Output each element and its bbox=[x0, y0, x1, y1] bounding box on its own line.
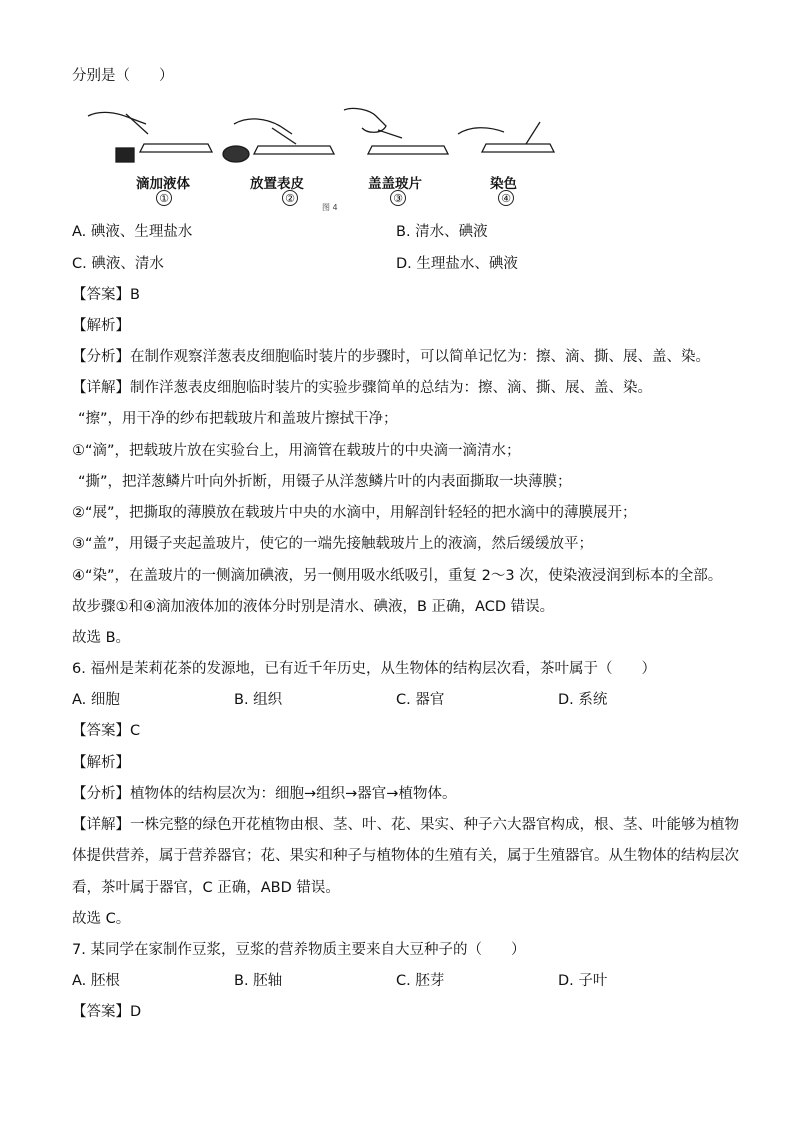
q6-analysis-line: 【详解】一株完整的绿色开花植物由根、茎、叶、花、果实、种子六大器官构成，根、茎、叶能够为植物 bbox=[72, 817, 739, 833]
step-3-label: 盖盖玻片 bbox=[368, 176, 422, 192]
q7-answer: 【答案】D bbox=[72, 1004, 142, 1020]
q5-analysis-line: 故选 B。 bbox=[72, 630, 131, 646]
q6-option-c: C. 器官 bbox=[396, 692, 445, 708]
slide-4-icon bbox=[482, 144, 554, 152]
q7-option-a: A. 胚根 bbox=[72, 973, 120, 989]
q5-experiment-figure bbox=[86, 104, 556, 210]
q7-stem: 7. 某同学在家制作豆浆，豆浆的营养物质主要来自大豆种子的（ ） bbox=[72, 942, 526, 958]
q5-analysis-line: ②“展”，把撕取的薄膜放在载玻片中央的水滴中，用解剖针轻轻的把水滴中的薄膜展开； bbox=[72, 505, 637, 521]
q5-analysis-line: 故步骤①和④滴加液体加的液体分时别是清水、碘液，B 正确，ACD 错误。 bbox=[72, 599, 555, 615]
figure-mark: 图 4 bbox=[322, 203, 338, 212]
q6-analysis-line: 故选 C。 bbox=[72, 911, 131, 927]
beaker-icon bbox=[116, 148, 134, 162]
q5-analysis-line: “擦”，用干净的纱布把载玻片和盖玻片擦拭干净； bbox=[78, 411, 398, 427]
q5-stem-tail: 分别是（ ） bbox=[72, 68, 174, 84]
q5-option-d: D. 生理盐水、碘液 bbox=[396, 256, 518, 272]
q6-option-d: D. 系统 bbox=[558, 692, 608, 708]
q6-analysis-line: 【分析】植物体的结构层次为：细胞→组织→器官→植物体。 bbox=[72, 786, 457, 802]
pipette-icon bbox=[526, 122, 540, 144]
step-4-number: ④ bbox=[498, 190, 514, 206]
q7-option-c: C. 胚芽 bbox=[396, 973, 445, 989]
q6-option-b: B. 组织 bbox=[234, 692, 283, 708]
q6-answer: 【答案】C bbox=[72, 723, 141, 739]
q6-analysis-line: 看，茶叶属于器官，C 正确，ABD 错误。 bbox=[72, 880, 340, 896]
q5-option-b: B. 清水、碘液 bbox=[396, 224, 488, 240]
q6-analysis-line: 体提供营养，属于营养器官；花、果实和种子与植物体的生殖有关，属于生殖器官。从生物体的结构层次 bbox=[72, 848, 739, 864]
q5-analysis-line: 【分析】在制作观察洋葱表皮细胞临时装片的步骤时，可以简单记忆为：擦、滴、撕、展、盖、染。 bbox=[72, 349, 710, 365]
hand-3-icon bbox=[344, 108, 386, 132]
slide-1-icon bbox=[140, 144, 212, 152]
step-4-label: 染色 bbox=[490, 176, 517, 192]
slide-2-icon bbox=[254, 146, 334, 154]
q6-option-a: A. 细胞 bbox=[72, 692, 120, 708]
onion-icon bbox=[223, 146, 249, 162]
step-1-number: ① bbox=[156, 190, 172, 206]
q5-answer: 【答案】B bbox=[72, 287, 140, 303]
q5-analysis-title: 【解析】 bbox=[72, 318, 130, 334]
step-1-label: 滴加液体 bbox=[136, 176, 190, 192]
slide-steps-illustration bbox=[86, 104, 556, 170]
q6-analysis-title: 【解析】 bbox=[72, 755, 130, 771]
hand-2-icon bbox=[234, 119, 292, 134]
step-2-number: ② bbox=[282, 190, 298, 206]
q5-analysis-line: 【详解】制作洋葱表皮细胞临时装片的实验步骤简单的总结为：擦、滴、撕、展、盖、染。 bbox=[72, 380, 652, 396]
q7-option-d: D. 子叶 bbox=[558, 973, 608, 989]
q5-option-c: C. 碘液、清水 bbox=[72, 256, 164, 272]
step-3-number: ③ bbox=[390, 190, 406, 206]
q5-analysis-line: “撕”，把洋葱鳞片叶向外折断，用镊子从洋葱鳞片叶的内表面撕取一块薄膜； bbox=[78, 474, 572, 490]
slide-3-icon bbox=[368, 146, 448, 154]
hand-1-icon bbox=[88, 112, 146, 124]
hand-4-icon bbox=[458, 128, 504, 134]
q5-analysis-line: ①“滴”，把载玻片放在实验台上，用滴管在载玻片的中央滴一滴清水； bbox=[72, 443, 521, 459]
q6-stem: 6. 福州是茉莉花茶的发源地，已有近千年历史，从生物体的结构层次看，茶叶属于（ ） bbox=[72, 661, 656, 677]
q7-option-b: B. 胚轴 bbox=[234, 973, 283, 989]
q5-analysis-line: ③“盖”，用镊子夹起盖玻片，使它的一端先接触载玻片上的液滴，然后缓缓放平； bbox=[72, 536, 594, 552]
q5-analysis-line: ④“染”，在盖玻片的一侧滴加碘液，另一侧用吸水纸吸引，重复 2～3 次，使染液浸润到标本的全部。 bbox=[72, 568, 723, 584]
q5-option-a: A. 碘液、生理盐水 bbox=[72, 224, 193, 240]
step-2-label: 放置表皮 bbox=[250, 176, 304, 192]
